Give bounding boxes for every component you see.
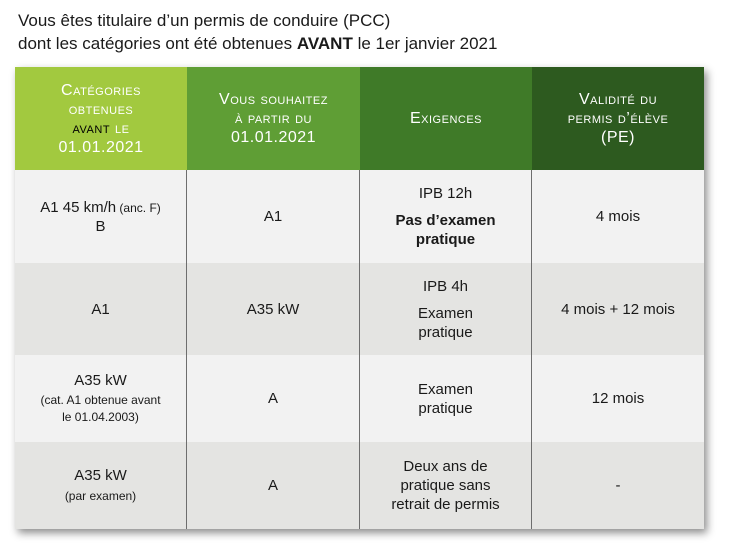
header-3-line-1: Exigences <box>409 110 483 127</box>
intro-line-2 <box>18 32 497 55</box>
row-1-obtained-note: (anc. F) <box>116 200 161 215</box>
row-3-obtained <box>15 355 187 442</box>
header-1-line-3 <box>58 119 143 138</box>
row-1-obtained-line-2: B <box>95 217 106 235</box>
row-4-obtained-note: (par examen) <box>64 489 137 503</box>
row-2-validity: 4 mois + 12 mois <box>561 300 675 318</box>
row-2-requirement-line-3: pratique <box>418 323 473 341</box>
intro-line-1: Vous êtes titulaire d’un permis de conduire (PCC) <box>18 11 391 30</box>
row-3-requirement-line-1: Examen <box>417 380 474 398</box>
row-3-validity: 12 mois <box>591 390 645 407</box>
header-desired <box>187 67 360 170</box>
header-4-line-2: permis d’élève <box>567 110 669 127</box>
row-4-desired: A <box>187 442 360 529</box>
row-2-requirement-line-2: Examen <box>417 304 474 322</box>
table-row <box>15 355 704 442</box>
header-1-line-1: Catégories <box>61 81 141 99</box>
header-requirements <box>360 67 532 170</box>
header-4-line-3: (PE) <box>601 129 635 146</box>
row-4-validity: - <box>615 477 621 494</box>
row-2-requirements <box>360 263 532 355</box>
row-3-obtained-note-2: le 01.04.2003) <box>62 410 139 424</box>
row-3-obtained-note-1: (cat. A1 obtenue avant <box>40 393 161 407</box>
row-1-desired: A1 <box>187 170 360 263</box>
intro-line-2-start: dont les catégories ont été obtenues <box>18 34 297 53</box>
row-1-requirements <box>360 170 532 263</box>
header-1-le: le <box>110 119 130 137</box>
categories-table <box>15 67 704 529</box>
header-2-date: 01.01.2021 <box>230 129 317 146</box>
row-2-obtained: A1 <box>15 263 187 355</box>
intro-line-2-end: le 1er janvier 2021 <box>352 34 498 53</box>
row-3-desired: A <box>187 355 360 442</box>
row-4-requirements <box>360 442 532 529</box>
table-row <box>15 442 704 529</box>
row-1-obtained-main: A1 45 km/h <box>40 198 117 216</box>
header-validity <box>532 67 704 170</box>
header-4-line-1: Validité du <box>578 91 658 108</box>
header-2-line-2: à partir du <box>235 110 312 127</box>
row-1-requirement-line-1: IPB 12h <box>418 185 473 202</box>
header-1-date: 01.01.2021 <box>58 138 144 156</box>
row-1-requirement-bold-2: pratique <box>415 231 476 248</box>
row-4-obtained-main: A35 kW <box>74 467 127 484</box>
row-4-obtained <box>15 442 187 529</box>
row-4-requirement-line-3: retrait de permis <box>391 496 500 513</box>
row-1-validity: 4 mois <box>595 208 641 225</box>
header-1-line-2: obtenues <box>68 100 134 118</box>
row-1-requirement-bold-1: Pas d’examen <box>395 212 496 229</box>
header-1-avant: avant <box>72 119 111 137</box>
intro-line-2-emphasis: AVANT <box>296 34 353 53</box>
row-3-requirement-line-2: pratique <box>418 399 473 417</box>
intro-text <box>18 9 497 55</box>
table-row <box>15 170 704 263</box>
row-3-obtained-main: A35 kW <box>74 372 127 389</box>
row-3-requirements <box>360 355 532 442</box>
row-2-desired: A35 kW <box>187 263 360 355</box>
row-4-requirement-line-1: Deux ans de <box>403 458 488 475</box>
row-1-obtained <box>15 170 187 263</box>
header-2-line-1: Vous souhaitez <box>219 91 328 108</box>
table-row <box>15 263 704 355</box>
row-4-requirement-line-2: pratique sans <box>400 477 491 494</box>
row-2-requirement-line-1: IPB 4h <box>422 277 469 295</box>
header-obtained-categories <box>15 67 187 170</box>
